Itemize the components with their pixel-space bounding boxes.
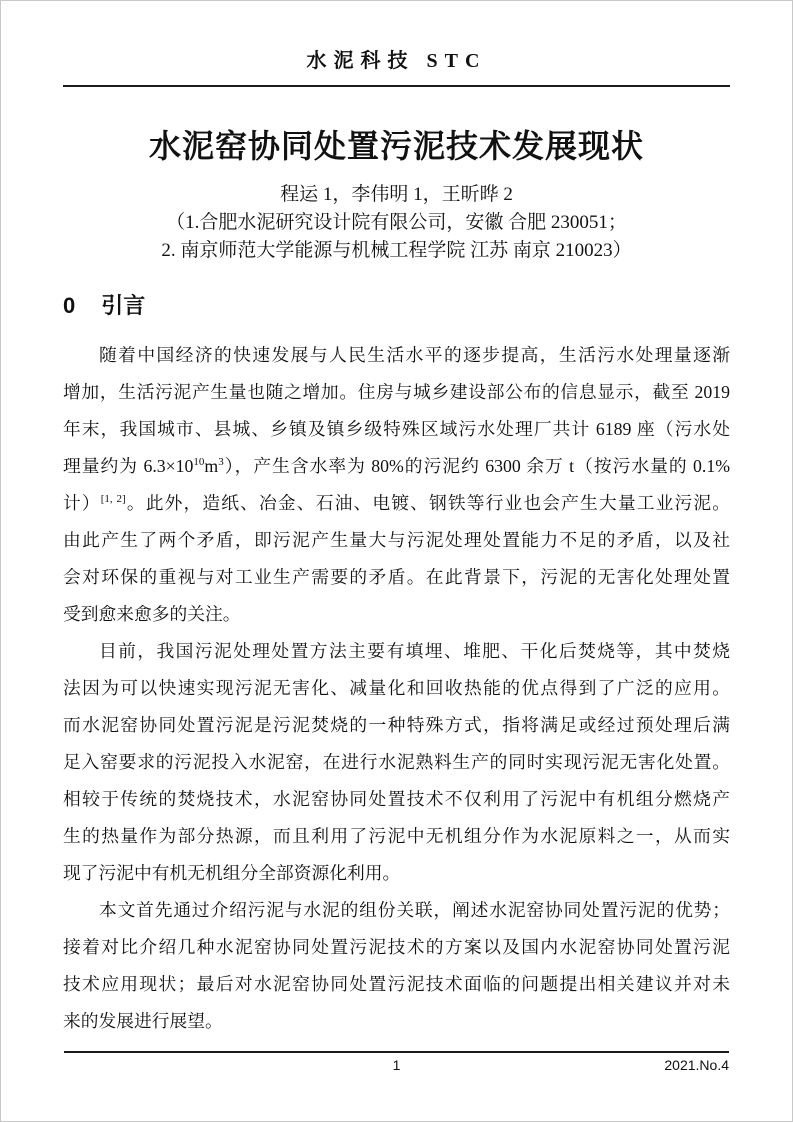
page-content — [63, 47, 730, 1040]
text-run: m — [204, 456, 219, 476]
text-run: 目前，我国污泥处理处置方法主要有填埋、堆肥、干化后焚烧等，其中焚烧 — [99, 641, 730, 661]
affiliation-line-1: （1.合肥水泥研究设计院有限公司，安徽 合肥 230051； — [166, 212, 627, 233]
text-line — [63, 374, 730, 411]
section-heading — [63, 291, 730, 321]
text-run: 。此外，造纸、冶金、石油、电镀、钢铁等行业也会产生大量工业污泥。 — [125, 493, 730, 513]
page-number: 1 — [392, 1057, 401, 1073]
text-run: 增加，生活污泥产生量也随之增加。住房与城乡建设部公布的信息显示，截至 2019 — [63, 382, 730, 402]
text-line — [63, 707, 730, 744]
section-number: 0 — [63, 293, 76, 318]
text-line — [63, 670, 730, 707]
text-run: 会对环保的重视与对工业生产需要的矛盾。在此背景下，污泥的无害化处理处置 — [63, 567, 730, 587]
text-line — [63, 522, 730, 559]
text-line — [63, 929, 730, 966]
text-line — [63, 1003, 730, 1040]
superscript: 10 — [193, 456, 205, 468]
text-line — [63, 781, 730, 818]
text-run: 本文首先通过介绍污泥与水泥的组份关联，阐述水泥窑协同处置污泥的优势； — [99, 900, 730, 920]
article-title: 水泥窑协同处置污泥技术发展现状 — [148, 128, 644, 164]
text-line — [63, 411, 730, 448]
journal-title: 水泥科技 STC — [306, 50, 487, 72]
footer-row — [64, 1053, 729, 1077]
text-run: 来的发展进行展望。 — [63, 1011, 223, 1031]
paragraph — [63, 892, 730, 1040]
text-line — [63, 633, 730, 670]
superscript: 3 — [218, 456, 224, 468]
text-run: 理量约为 6.3×10 — [63, 456, 194, 476]
text-run: ），产生含水率为 80%的污泥约 6300 余万 t（按污水量的 0.1% — [223, 456, 730, 476]
text-line — [63, 596, 730, 633]
text-run: 而水泥窑协同处置污泥是污泥焚烧的一种特殊方式，指将满足或经过预处理后满 — [63, 715, 730, 735]
paragraph — [63, 633, 730, 892]
text-run: 足入窑要求的污泥投入水泥窑，在进行水泥熟料生产的同时实现污泥无害化处置。 — [63, 752, 730, 772]
header-rule — [63, 85, 730, 87]
text-run: 技术应用现状；最后对水泥窑协同处置污泥技术面临的问题提出相关建议并对未 — [63, 974, 730, 994]
section-title: 引言 — [101, 293, 146, 318]
text-run: 相较于传统的焚烧技术，水泥窑协同处置技术不仅利用了污泥中有机组分燃烧产 — [63, 789, 730, 809]
text-line — [63, 892, 730, 929]
text-run: 由此产生了两个矛盾，即污泥产生量大与污泥处理处置能力不足的矛盾，以及社 — [63, 530, 730, 550]
text-line — [63, 448, 730, 485]
text-run: 受到愈来愈多的关注。 — [63, 604, 241, 624]
text-line — [63, 855, 730, 892]
text-line — [63, 559, 730, 596]
text-line — [63, 818, 730, 855]
text-run: 随着中国经济的快速发展与人民生活水平的逐步提高，生活污水处理量逐渐 — [99, 345, 730, 365]
superscript: [1, 2] — [100, 493, 126, 505]
text-run: 现了污泥中有机无机组分全部资源化利用。 — [63, 863, 401, 883]
paragraph — [63, 337, 730, 633]
text-run: 接着对比介绍几种水泥窑协同处置污泥技术的方案以及国内水泥窑协同处置污泥 — [63, 937, 730, 957]
text-line — [63, 337, 730, 374]
text-run: 法因为可以快速实现污泥无害化、减量化和回收热能的优点得到了广泛的应用。 — [63, 678, 730, 698]
text-run: 计） — [63, 493, 101, 513]
affiliation-line-2: 2. 南京师范大学能源与机械工程学院 江苏 南京 210023） — [161, 240, 632, 261]
page-footer — [64, 1051, 729, 1077]
article-body — [63, 337, 730, 1040]
text-line — [63, 485, 730, 522]
text-run: 年末，我国城市、县城、乡镇及镇乡级特殊区域污水处理厂共计 6189 座（污水处 — [63, 419, 730, 439]
authors-line: 程运 1，李伟明 1，王昕晔 2 — [280, 184, 513, 205]
text-line — [63, 744, 730, 781]
text-line — [63, 966, 730, 1003]
text-run: 生的热量作为部分热源，而且利用了污泥中无机组分作为水泥原料之一，从而实 — [63, 826, 730, 846]
issue-number: 2021.No.4 — [664, 1057, 729, 1073]
